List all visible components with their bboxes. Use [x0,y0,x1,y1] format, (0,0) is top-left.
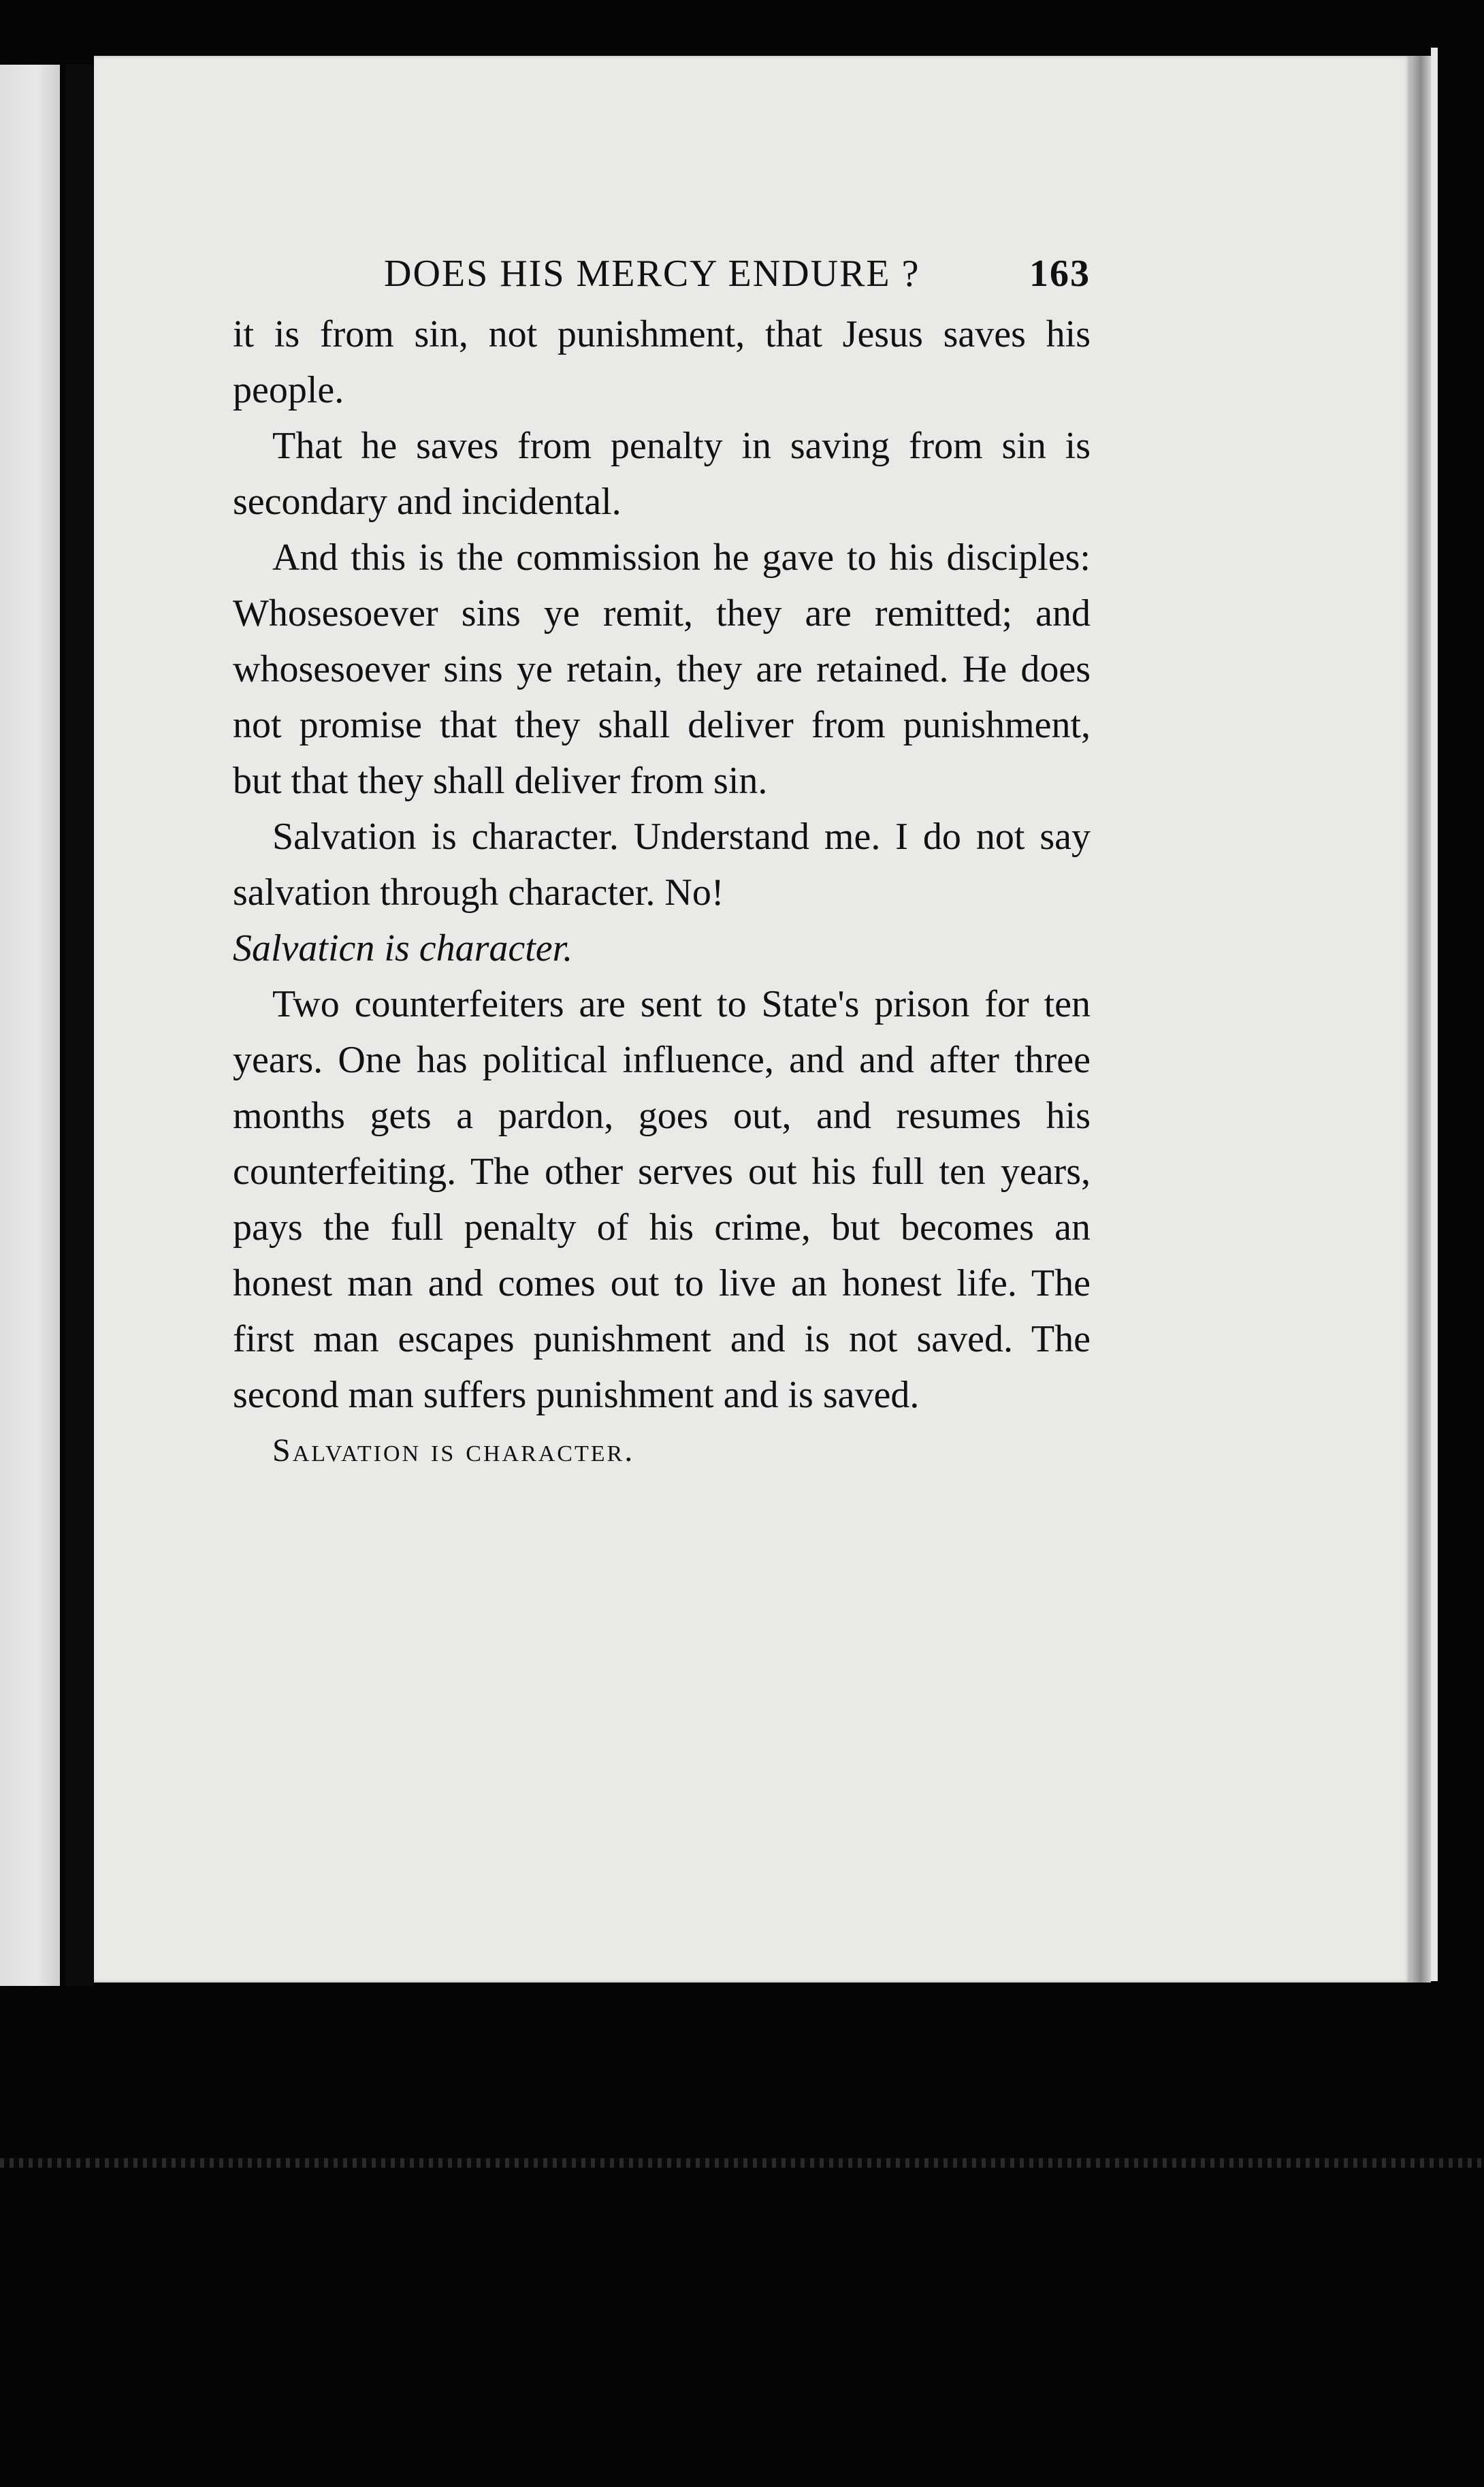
running-head [233,252,1091,306]
binding-shadow [65,65,94,1986]
running-title: DOES HIS MERCY ENDURE ? [384,253,920,295]
paragraph-2: That he saves from penalty in saving from sin is secondary and incidental. [233,425,1091,523]
right-border-strip [1431,48,1438,1981]
scan-noise-band [0,2158,1484,2168]
paragraph-5: Two counterfeiters are sent to State's prison for ten years. One has political influence, and and after three months gets a pardon, goes out, and resumes his counterfeiting. The other serves out his full ten years, pays the full penalty of his crime, but becomes an honest man and comes out to live an honest life. The first man escapes punishment and is not saved. The second man suffers punishment and is saved. [233,983,1091,1416]
paragraph-4: Salvation is character. Understand me. I do not say salvation through character. No! [233,816,1091,914]
facing-page-edge [0,65,60,1986]
paragraph-1: it is from sin, not punishment, that Jesus saves his people. [233,313,1091,411]
closing-line: Salvation is character. [272,1432,635,1469]
page-number: 163 [1029,253,1091,295]
paragraph-3: And this is the commission he gave to his disciples: Whosesoever sins ye remit, they are remitted; and whosesoever sins ye retain, they are retained. He does not promise that they shall deliver from punishment, but that they shall deliver from sin. [233,536,1091,802]
italic-emphasis-line: Salvaticn is character. [233,927,573,969]
page-text [233,252,1091,1479]
page-edge-shadow [1410,56,1431,1983]
